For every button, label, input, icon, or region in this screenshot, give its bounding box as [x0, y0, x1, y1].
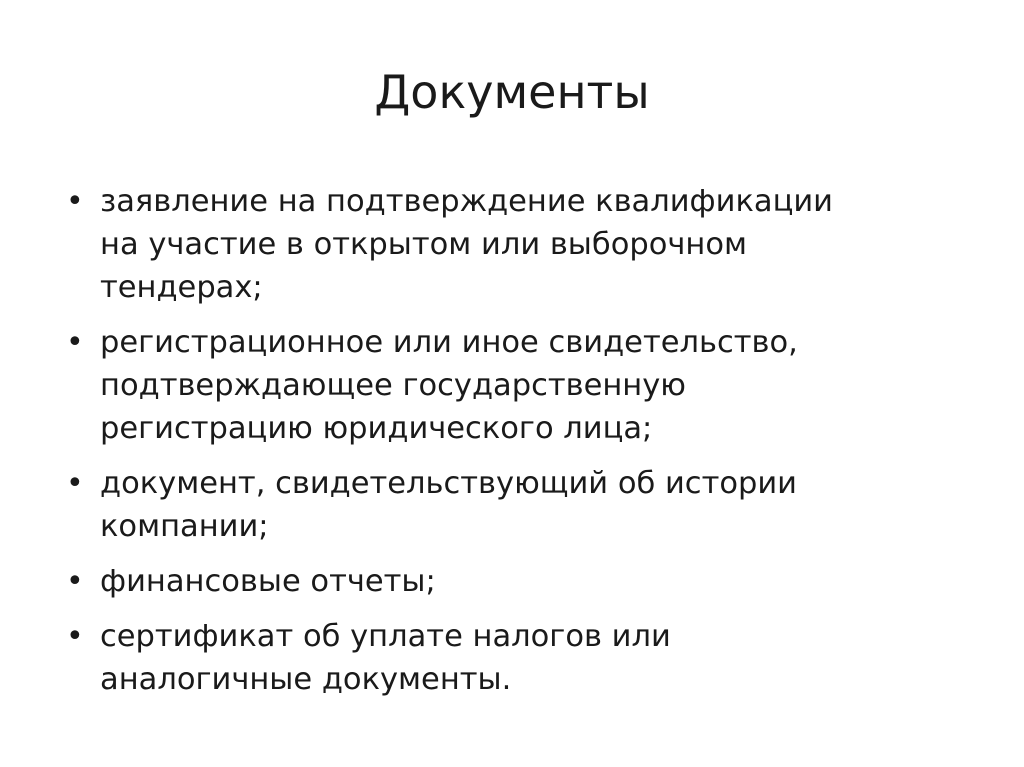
- list-item-line: регистрационное или иное свидетельство,: [100, 325, 798, 360]
- list-item: [66, 615, 966, 701]
- list-item-text: [100, 462, 966, 548]
- bullet-list: [66, 180, 966, 713]
- list-item-line: сертификат об уплате налогов или: [100, 619, 671, 654]
- list-item-line: регистрацию юридического лица;: [100, 411, 653, 446]
- list-item-line: заявление на подтверждение квалификации: [100, 184, 833, 219]
- list-item-line: тендерах;: [100, 270, 263, 305]
- list-item: [66, 560, 966, 603]
- bullet-marker: •: [66, 325, 84, 360]
- list-item-text: [100, 180, 966, 309]
- list-item-text: [100, 321, 966, 450]
- list-item-line: документ, свидетельствующий об истории: [100, 466, 798, 501]
- list-item: [66, 462, 966, 548]
- list-item-line: подтверждающее государственную: [100, 368, 686, 403]
- slide-title: Документы: [374, 65, 650, 119]
- list-item-line: финансовые отчеты;: [100, 564, 436, 599]
- list-item-text: [100, 615, 966, 701]
- list-item-line: на участие в открытом или выборочном: [100, 227, 748, 262]
- bullet-marker: •: [66, 466, 84, 501]
- bullet-marker: •: [66, 184, 84, 219]
- bullet-marker: •: [66, 564, 84, 599]
- list-item-text: [100, 560, 966, 603]
- list-item: [66, 321, 966, 450]
- bullet-marker: •: [66, 619, 84, 654]
- list-item-line: аналогичные документы.: [100, 662, 512, 697]
- list-item: [66, 180, 966, 309]
- list-item-line: компании;: [100, 509, 269, 544]
